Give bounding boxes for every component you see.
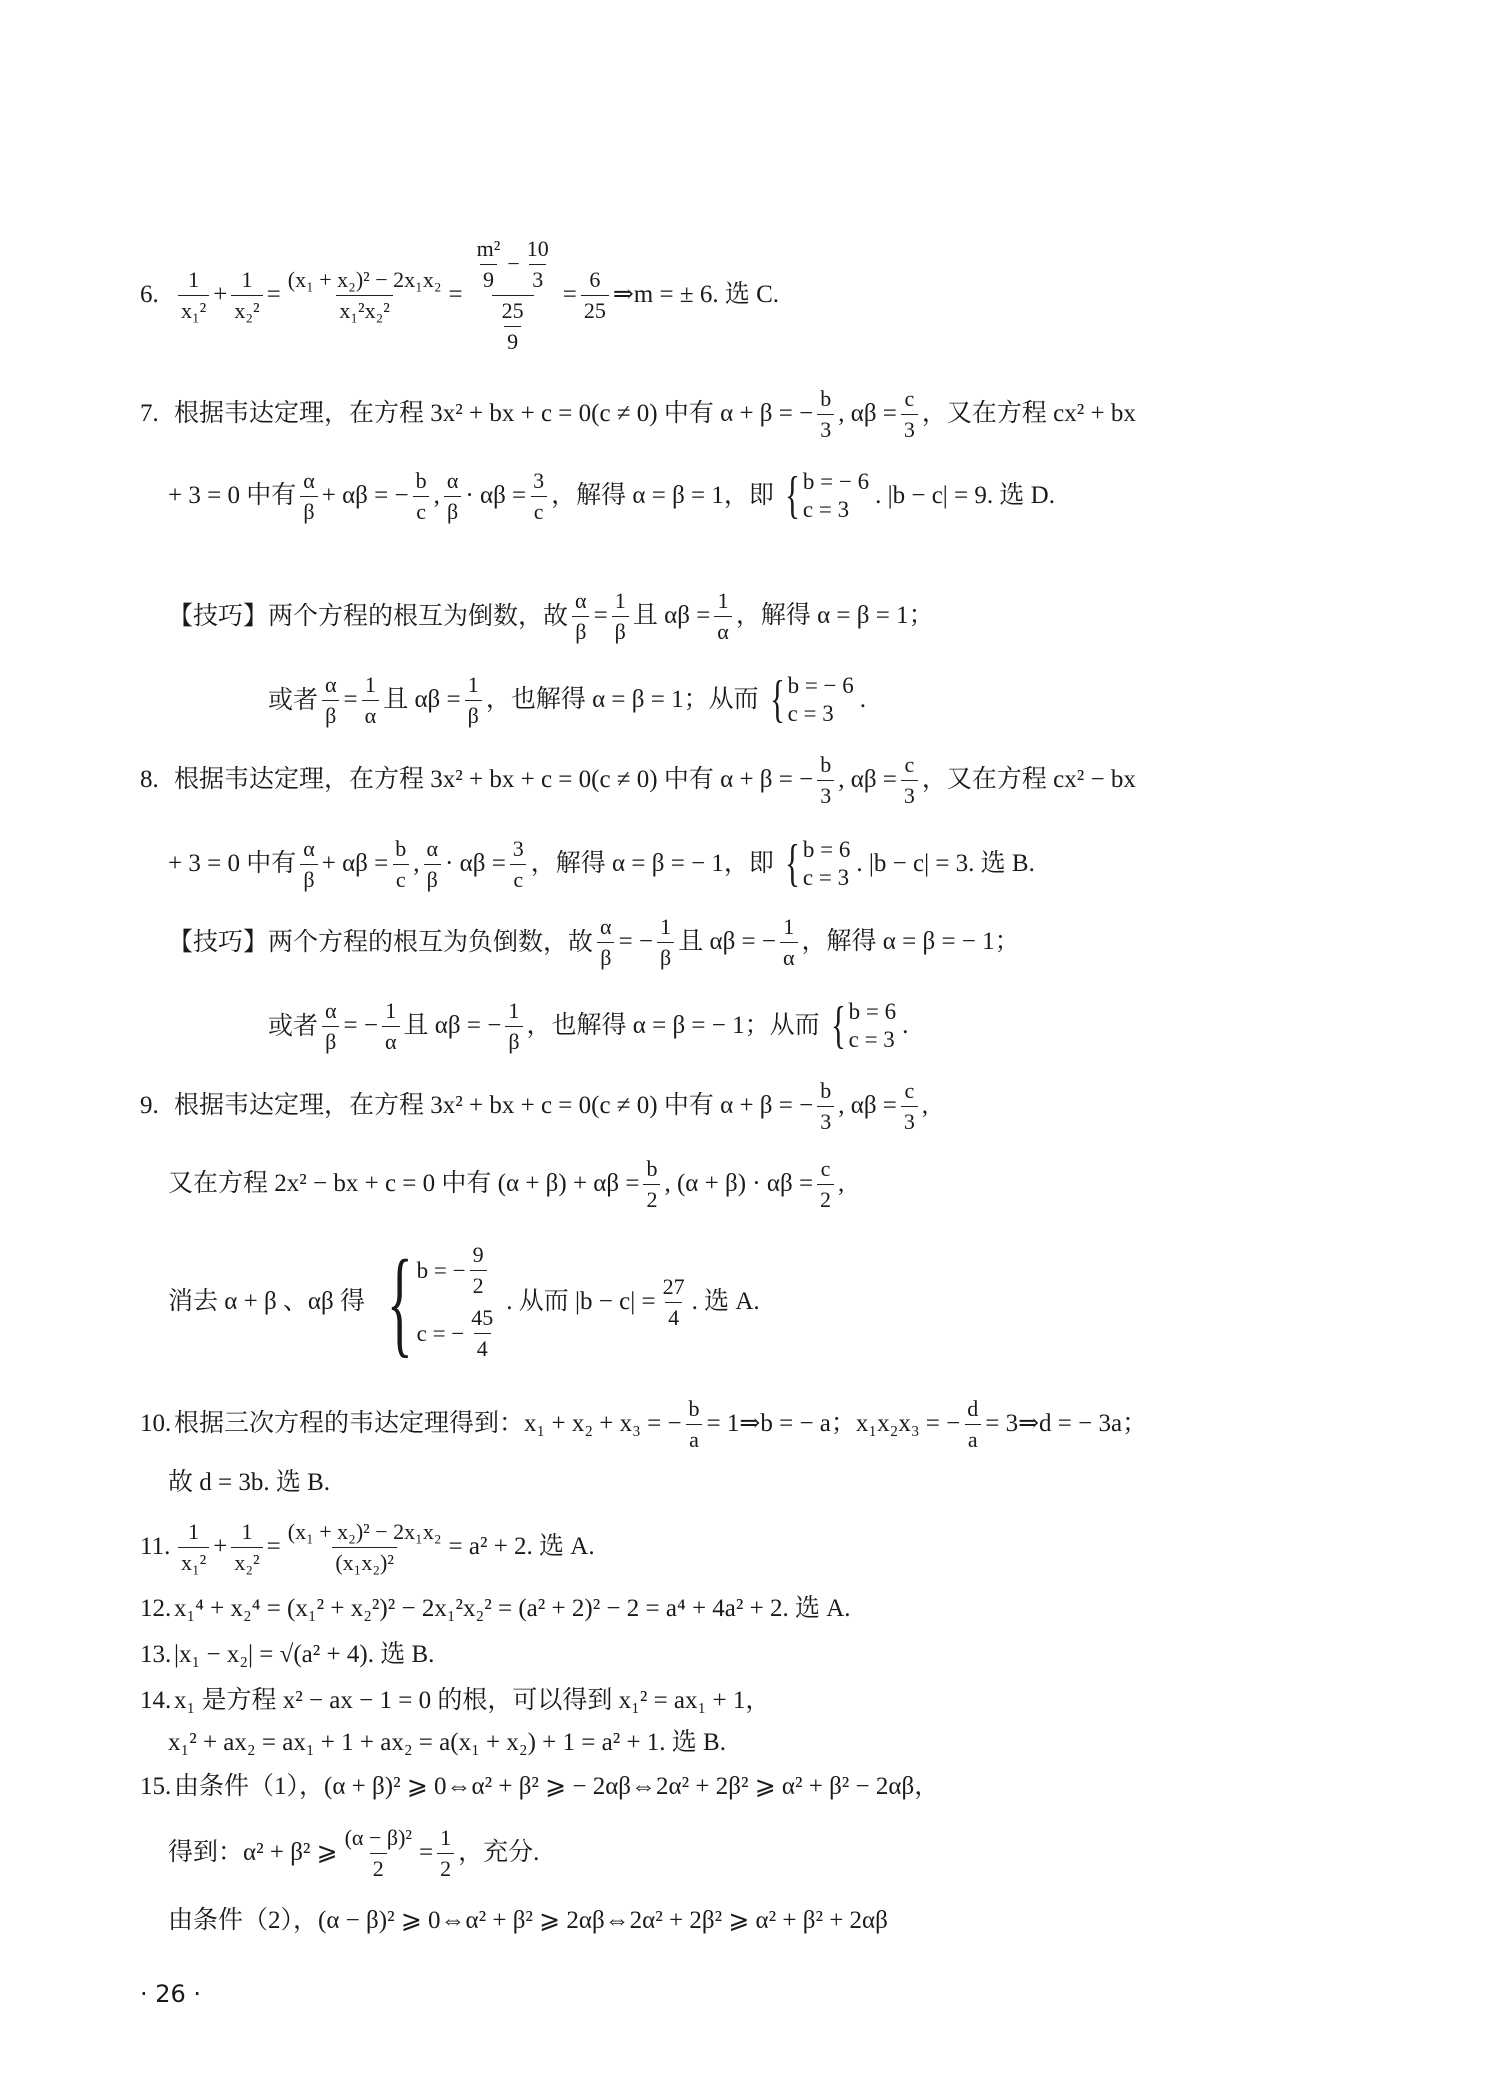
- solution-7-tip-1: 【技巧】 两个方程的根互为倒数，故 $\frac{\alpha}{\beta}$ = $\frac{1}{\beta}$ 且 αβ = $\frac{1}{\alpha}$ ，解得 α = β = 1；: [168, 587, 934, 644]
- solution-7-line-2: + 3 = 0 中有 $\frac{\alpha}{\beta}$ + αβ = − $\frac{b}{c}$ , $\frac{\alpha}{\beta}$ · αβ = $\frac{3}{c}$ ，解得 α = β = 1，即 { b = − 6 c = 3 . |b − c| = 9. 选 D.: [168, 467, 1055, 524]
- equation-system: { b = 6 c = 3: [830, 997, 897, 1054]
- solution-13: 13. |x₁ − x₂| = √(a² + 4). 选 B.: [140, 1641, 435, 1668]
- solution-9-line-1: 9. 根据韦达定理，在方程 3x² + bx + c = 0(c ≠ 0) 中有 α + β = − $\frac{b}{3}$ , αβ = $\frac{c}{3}$ ,: [140, 1077, 929, 1134]
- solution-7-tip-2: 或者 $\frac{\alpha}{\beta}$ = $\frac{1}{\alpha}$ 且 αβ = $\frac{1}{\beta}$ ，也解得 α = β = 1；从而 { b = − 6 c = 3 .: [268, 671, 867, 728]
- fraction: $\frac{6}{25}$: [581, 267, 609, 324]
- equation-system: { b = − $\frac{9}{2}$ c = − $\frac{45}{4}$: [386, 1235, 494, 1368]
- equation-system: { b = − 6 c = 3: [769, 671, 854, 728]
- solution-11: 11. $\frac{1}{\text{x₁²}}$ + $\frac{1}{\text{x₂²}}$ = $\frac{\text{(x₁ + x₂)² − 2x₁x₂}}{\text{(x₁x₂)²}}$ = a² + 2. 选 A.: [140, 1518, 595, 1575]
- solution-8-tip-1: 【技巧】 两个方程的根互为负倒数，故 $\frac{\alpha}{\beta}$ = − $\frac{1}{\beta}$ 且 αβ = − $\frac{1}{\alpha}$ ，解得 α = β = − 1；: [168, 913, 1020, 970]
- solution-15-line-2: 得到：α² + β² ⩾ $\frac{\text{(α − β)²}}{2}$ = $\frac{1}{2}$ ，充分.: [168, 1824, 540, 1881]
- solution-14-line-1: 14. x₁ 是方程 x² − ax − 1 = 0 的根，可以得到 x₁² = ax₁ + 1，: [140, 1687, 771, 1714]
- fraction: $\frac{1}{\text{x₁²}}$: [178, 267, 209, 324]
- solution-8-line-1: 8. 根据韦达定理，在方程 3x² + bx + c = 0(c ≠ 0) 中有 α + β = − $\frac{b}{3}$ , αβ = $\frac{c}{3}$ ，又在方程 cx² − bx: [140, 751, 1136, 808]
- solution-7-line-1: 7. 根据韦达定理，在方程 3x² + bx + c = 0(c ≠ 0) 中有 α + β = − $\frac{b}{3}$ , αβ = $\frac{c}{3}$ ，又在方程 cx² + bx: [140, 385, 1136, 442]
- tip-label: 【技巧】: [168, 601, 269, 630]
- solution-8-line-2: + 3 = 0 中有 $\frac{\alpha}{\beta}$ + αβ = $\frac{b}{c}$ , $\frac{\alpha}{\beta}$ · αβ = $\frac{3}{c}$ ，解得 α = β = − 1，即 { b = 6 c = 3 . |b − c| = 3. 选 B.: [168, 835, 1035, 892]
- solution-9-line-2: 又在方程 2x² − bx + c = 0 中有 (α + β) + αβ = $\frac{b}{2}$ , (α + β) · αβ = $\frac{c}{2}$ ,: [168, 1155, 845, 1212]
- solution-6: 6. $\frac{1}{\text{x₁²}}$ + $\frac{1}{\text{x₂²}}$ = $\frac{\text{(x₁ + x₂)² − 2x₁x₂}}{\text{x₁²x₂²}}$ = $\frac{\text{m²}}{9}$ − $\frac{10}{3}$ $\frac{25}{9}$ = $\frac{6}{25}$ ⇒m = ± 6. 选 C.: [140, 235, 779, 354]
- solution-15-line-3: 由条件（2），(α − β)² ⩾ 0⇔α² + β² ⩾ 2αβ⇔2α² + 2β² ⩾ α² + β² + 2αβ: [168, 1907, 888, 1934]
- equation-system: { b = − 6 c = 3: [784, 467, 870, 524]
- solution-9-line-3: 消去 α + β 、αβ 得 { b = − $\frac{9}{2}$ c = − $\frac{45}{4}$ . 从而 |b − c| = $\frac{27}{4}$ . 选 A.: [168, 1235, 760, 1368]
- fraction: $\frac{\text{(x₁ + x₂)² − 2x₁x₂}}{\text{x₁²x₂²}}$: [287, 266, 442, 323]
- fraction: $\frac{1}{\text{x₂²}}$: [231, 267, 262, 324]
- solution-8-tip-2: 或者 $\frac{\alpha}{\beta}$ = − $\frac{1}{\alpha}$ 且 αβ = − $\frac{1}{\beta}$ ，也解得 α = β = − 1；从而 { b = 6 c = 3 .: [268, 997, 909, 1054]
- solution-12: 12. x₁⁴ + x₂⁴ = (x₁² + x₂²)² − 2x₁²x₂² = (a² + 2)² − 2 = a⁴ + 4a² + 2. 选 A.: [140, 1595, 851, 1622]
- page-number: · 26 ·: [140, 1980, 202, 2008]
- solution-10-line-1: 10. 根据三次方程的韦达定理得到：x₁ + x₂ + x₃ = − $\frac{b}{a}$ = 1⇒b = − a；x₁x₂x₃ = − $\frac{d}{a}$ = 3⇒d = − 3a；: [140, 1395, 1148, 1452]
- compound-fraction: $\frac{\text{m²}}{9}$ − $\frac{10}{3}$ $\frac{25}{9}$: [476, 235, 549, 354]
- solution-10-line-2: 故 d = 3b. 选 B.: [168, 1469, 331, 1496]
- solution-15-line-1: 15. 由条件（1），(α + β)² ⩾ 0⇔α² + β² ⩾ − 2αβ⇔2α² + 2β² ⩾ α² + β² − 2αβ，: [140, 1773, 940, 1800]
- solution-14-line-2: x₁² + ax₂ = ax₁ + 1 + ax₂ = a(x₁ + x₂) + 1 = a² + 1. 选 B.: [168, 1729, 726, 1756]
- equation-system: { b = 6 c = 3: [784, 835, 851, 892]
- tip-label: 【技巧】: [168, 927, 269, 956]
